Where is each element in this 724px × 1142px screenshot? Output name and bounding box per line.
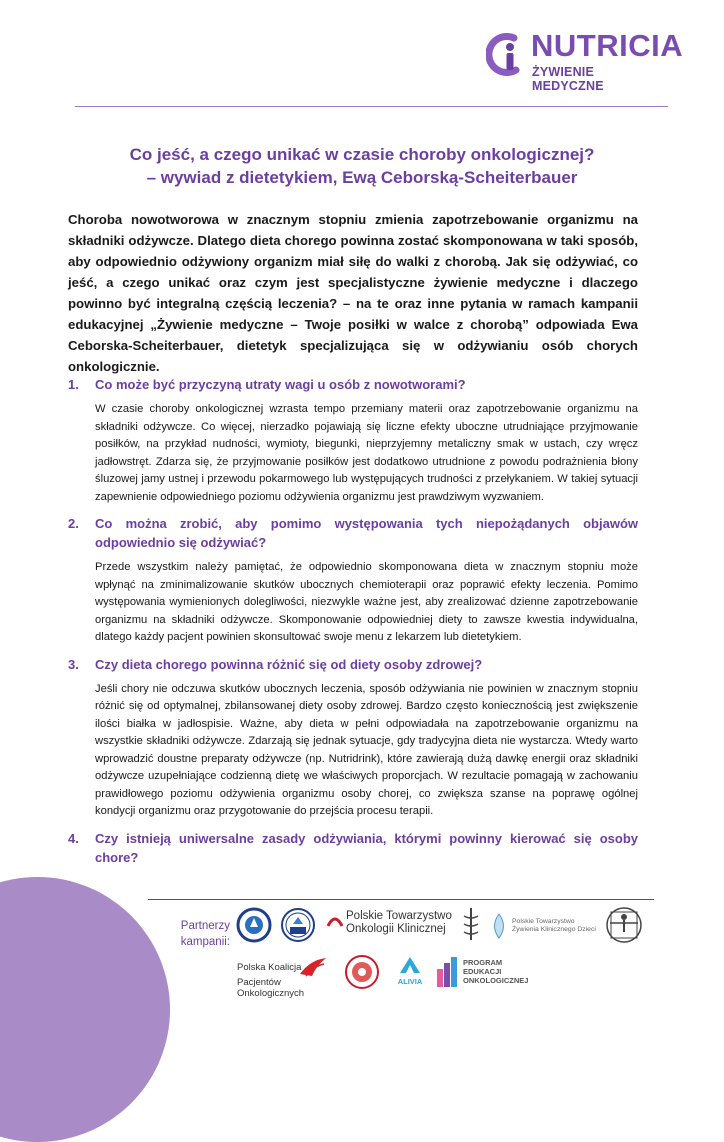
qa-item [68, 375, 638, 506]
ptok-line-1: Polskie Towarzystwo [346, 910, 452, 922]
question-text: Czy istnieją uniwersalne zasady odżywiania, którymi powinny kierować się osoby chore? [95, 830, 638, 865]
ptzkd-line-1: Polskie Towarzystwo [512, 918, 575, 925]
nutricia-logo [486, 28, 684, 93]
nutricia-mark-icon [486, 32, 526, 76]
partners-label-line-1: Partnerzy [180, 920, 230, 932]
partner-alivia [392, 955, 428, 989]
ptok-line-2: Onkologii Klinicznej [346, 923, 446, 935]
qa-section [68, 375, 638, 874]
question-number: 2. [68, 516, 79, 531]
footer-divider [148, 899, 654, 900]
alivia-logo-icon [398, 955, 422, 975]
peo-logo-icon [437, 957, 461, 987]
partner-ptzkd [488, 912, 596, 942]
qa-item [68, 829, 638, 867]
pkpo-bird-icon [298, 956, 328, 978]
decorative-circle [0, 877, 170, 1142]
alivia-text: ALIVIA [397, 977, 423, 986]
question-text: Co można zrobić, aby pomimo występowania tych niepożądanych objawów odpowiednio się odżywiać? [95, 516, 638, 550]
vitruvian-icon [604, 906, 644, 944]
partner-seal-3-icon [344, 954, 380, 990]
question-number: 3. [68, 656, 79, 672]
question-number: 1. [68, 377, 79, 392]
header-divider [75, 106, 668, 107]
partner-peo [437, 955, 537, 989]
brand-subtitle: ŻYWIENIE MEDYCZNE [532, 65, 604, 93]
pkpo-line-1: Polska Koalicja [237, 962, 302, 973]
answer-2: Przede wszystkim należy pamiętać, że odpowiednio skomponowana dieta w znacznym stopniu może wpłynąć na zminimalizowanie skutków ubocznych chemioterapii oraz poprawić efekty leczenia. Pomimo występowania wymienionych dolegliwości, niezwykle ważne jest, aby zrealizować dzienne zapotrzebowanie organizmu na składniki odżywcze. Skomponowanie odpowiedniej diety to zawsze kwestia indywidualna, dlatego każdy pacjent powinien skonsultować swoje menu z lekarzem lub dietetykiem. [95, 561, 638, 643]
partner-seal-2-icon [280, 907, 316, 943]
partner-ptok [326, 908, 456, 942]
lead-paragraph: Choroba nowotworowa w znacznym stopniu zmienia zapotrzebowanie organizmu na składniki odżywcze. Dlatego dieta chorego powinna zostać skomponowana w taki sposób, aby odpowiednio odżywiony organizm miał siłę do walki z chorobą. Jak się odżywiać, co jeść, a czego unikać oraz czym jest specjalistyczne żywienie medyczne i dlaczego powinno być integralną częścią leczenia? – na te oraz inne pytania w ramach kampanii edukacyjnej „Żywienie medyczne – Twoje posiłki w walce z chorobą” odpowiada Ewa Ceborska-Scheiterbauer, dietetyk specjalizująca się w odżywianiu osób chorych onkologicznie. [68, 212, 638, 374]
ptzkd-logo-icon [488, 912, 510, 940]
peo-line-1: PROGRAM [463, 958, 503, 967]
answer-3: Jeśli chory nie odczuwa skutków ubocznych leczenia, sposób odżywiania nie powinien w znacznym stopniu różnić się od optymalnej, zbilansowanej diety osoby zdrowej. Bardzo często koniecznością jest zwiększenie ilości białka w jadłospisie. Ważne, aby dieta w pełni odpowiadała na zapotrzebowanie organizmu na wszystkie składniki odżywcze. Zdarzają się jednak sytuacje, gdy tradycyjna dieta nie wystarcza. Wtedy warto wprowadzić doustne preparaty odżywcze (np. Nutridrink), które zawierają dużą dawkę energii oraz składniki odżywcze uzupełniające codzienną dietę we właściwych proporcjach. W rezultacie pomagają w zachowaniu prawidłowego poziomu odżywienia organizmu osoby chorej, co zwiększa szanse na poprawę ogólnej kondycji organizmu oraz przygotowanie do przejścia procesu terapii. [95, 682, 638, 817]
peo-line-3: ONKOLOGICZNEJ [463, 976, 529, 985]
brand-name: NUTRICIA [531, 28, 684, 63]
answer-1: W czasie choroby onkologicznej wzrasta tempo przemiany materii oraz zapotrzebowanie organizmu na składniki odżywcze. Co więcej, nierzadko pojawiają się liczne efekty uboczne utrudniające przyjmowanie posiłków, na przykład nudności, wymioty, biegunki, nieprzyjemny metaliczny smak w ustach, czy wręcz jadłowstręt. Zdarza się, że przyjmowanie posiłków jest dodatkowo utrudnione z powodu podrażnienia błony śluzowej jamy ustnej i przewodu pokarmowego lub występujących trudności z przełykaniem. W takiej sytuacji zapewnienie odpowiedniego poziomu odżywienia organizmu jest prawdziwym wyzwaniem. [95, 403, 638, 503]
ptok-logo-icon [326, 912, 344, 930]
question-4 [68, 829, 638, 867]
question-text: Co może być przyczyną utraty wagi u osób z nowotworami? [95, 377, 466, 392]
pkpo-line-2: Pacjentów Onkologicznych [237, 977, 305, 999]
question-3 [68, 655, 638, 674]
partners-label-line-2: kampanii: [180, 936, 230, 948]
article-title [60, 143, 664, 189]
question-2 [68, 514, 638, 552]
question-number: 4. [68, 830, 79, 846]
question-1 [68, 375, 638, 394]
caduceus-icon [460, 906, 482, 942]
qa-item [68, 514, 638, 647]
partners-label [160, 918, 230, 950]
title-line-1: Co jeść, a czego unikać w czasie choroby onkologicznej? [129, 145, 595, 164]
ptzkd-line-2: Żywienia Klinicznego Dzieci [512, 926, 596, 933]
question-text: Czy dieta chorego powinna różnić się od diety osoby zdrowej? [95, 656, 483, 672]
title-line-2: – wywiad z dietetykiem, Ewą Ceborską-Scheiterbauer [146, 168, 578, 187]
partner-seal-1-icon [236, 907, 272, 943]
peo-line-2: EDUKACJI [463, 967, 502, 976]
qa-item [68, 655, 638, 821]
